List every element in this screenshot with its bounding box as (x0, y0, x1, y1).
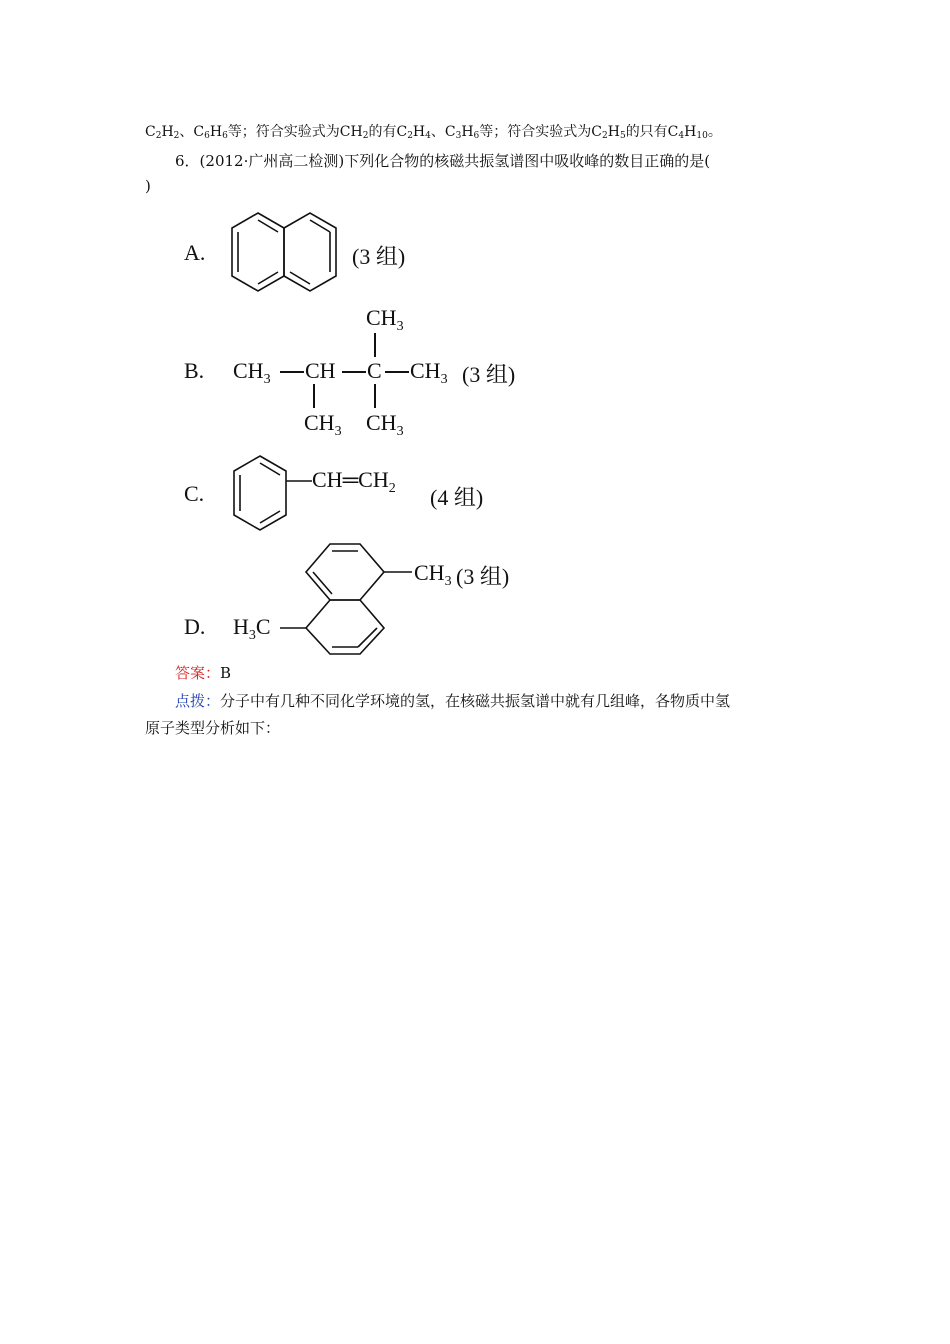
answer-label: 答案： (175, 664, 221, 682)
option-d-group-count: (3 组) (456, 564, 510, 589)
option-c-letter: C. (184, 481, 205, 506)
option-b-bond-3 (385, 371, 409, 373)
option-b-bond-top (374, 333, 376, 357)
option-b-bond-down2 (374, 384, 376, 408)
hint-line-1: 点拨：分子中有几种不同化学环境的氢，在核磁共振氢谱中就有几组峰，各物质中氢 (175, 692, 731, 710)
naphthalene-structure (228, 208, 358, 298)
question-close-paren: ) (145, 177, 151, 195)
question-text: 6．(2012·广州高二检测)下列化合物的核磁共振氢谱图中吸收峰的数目正确的是( (175, 152, 711, 170)
answer-line (175, 663, 231, 683)
option-a-group-count: (3 组) (352, 244, 406, 269)
option-b-group-count: (3 组) (462, 362, 516, 387)
option-d-letter: D. (184, 614, 206, 639)
option-b-bond-down1 (313, 384, 315, 408)
option-b-ch3-top: $CH_3$ (366, 305, 404, 334)
option-b-letter: B. (184, 358, 205, 383)
option-d-ch3-right: $CH_3$ (414, 560, 452, 589)
option-b-bond-2 (342, 371, 366, 373)
option-a-letter: A. (184, 240, 206, 265)
benzene-ring-structure (228, 452, 318, 536)
hint-label: 点拨： (175, 692, 221, 710)
option-b-ch3-left: $CH_3$ (233, 358, 271, 387)
option-b-ch3-bottom2: $CH_3$ (366, 410, 404, 439)
option-b-ch3-bottom1: $CH_3$ (304, 410, 342, 439)
dimethylnaphthalene-structure (278, 540, 418, 658)
hint-line-2: 原子类型分析如下： (145, 719, 281, 737)
option-c-group-count: (4 组) (430, 485, 484, 510)
intro-line: $C_2H_2$、$C_6H_6$等；符合实验式为$CH_2$的有$C_2H_4$、$C_3H_6$等；符合实验式为$C_2H_5$的只有$C_4H_{10}$。 (145, 124, 722, 141)
option-c-vinyl: $CH═CH_2$ (312, 467, 396, 496)
option-d-h3c-left: $H_3C$ (233, 614, 271, 643)
answer-value: B (220, 664, 232, 682)
option-b-bond-1 (280, 371, 304, 373)
option-b-ch: CH (305, 358, 336, 383)
option-b-c: C (367, 358, 382, 383)
option-b-ch3-right: $CH_3$ (410, 358, 448, 387)
